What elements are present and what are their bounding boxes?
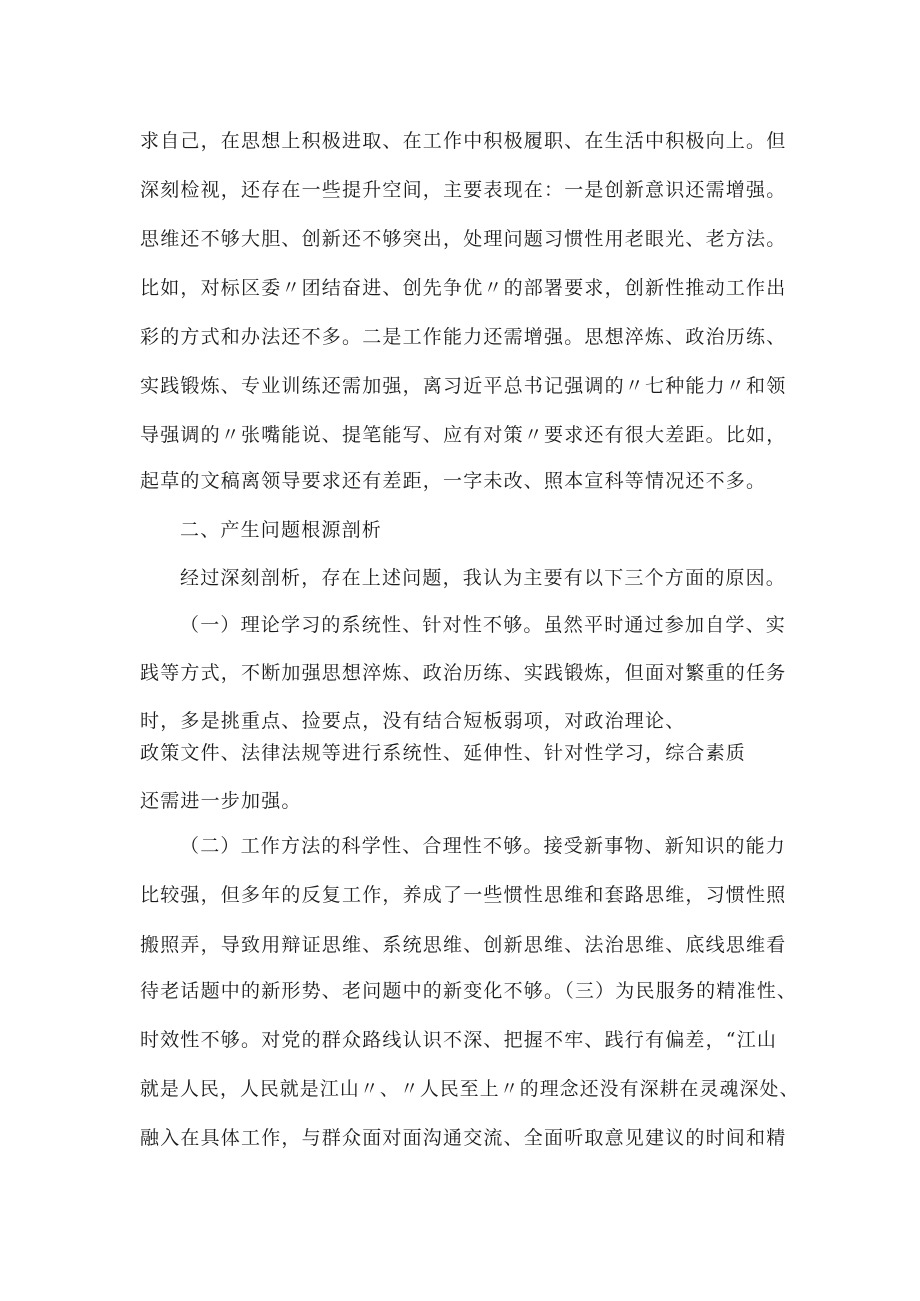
body-text-line: 彩的方式和办法还不多。二是工作能力还需增强。思想淬炼、政治历练、 — [140, 326, 787, 348]
section-heading: 二、产生问题根源剖析 — [180, 519, 383, 541]
body-text-line: 待老话题中的新形势、老问题中的新变化不够。（三）为民服务的精准性、 — [140, 980, 798, 1002]
body-text-line: 经过深刻剖析，存在上述问题，我认为主要有以下三个方面的原因。 — [180, 567, 787, 589]
body-text-line: 政策文件、法律法规等进行系统性、延伸性、针对性学习，综合素质 — [140, 742, 747, 764]
body-text-line: 还需进一步加强。 — [140, 790, 302, 812]
body-text-line: 导强调的〃张嘴能说、提笔能写、应有对策〃要求还有很大差距。比如， — [140, 424, 787, 446]
body-text-line: 思维还不够大胆、创新还不够突出，处理问题习惯性用老眼光、老方法。 — [140, 228, 787, 250]
body-text-line: 起草的文稿离领导要求还有差距，一字未改、照本宣科等情况还不多。 — [140, 470, 767, 492]
body-text-line: 比如，对标区委〃团结奋进、创先争优〃的部署要求，创新性推动工作出 — [140, 277, 787, 299]
body-text-line: （一）理论学习的系统性、针对性不够。虽然平时通过参加自学、实 — [180, 614, 787, 636]
body-text-line: 求自己，在思想上积极进取、在工作中积极履职、在生活中积极向上。但 — [140, 130, 787, 152]
body-text-line: 就是人民，人民就是江山〃、〃人民至上〃的理念还没有深耕在灵魂深处、 — [140, 1078, 800, 1100]
body-text-line: 深刻检视，还存在一些提升空间，主要表现在：一是创新意识还需增强。 — [140, 179, 787, 201]
body-text-line: 实践锻炼、专业训练还需加强，离习近平总书记强调的〃七种能力〃和领 — [140, 375, 787, 397]
body-text-line: （二）工作方法的科学性、合理性不够。接受新事物、新知识的能力 — [180, 835, 787, 857]
body-text-line: 搬照弄，导致用辩证思维、系统思维、创新思维、法治思维、底线思维看 — [140, 934, 787, 956]
body-text-line: 践等方式，不断加强思想淬炼、政治历练、实践锻炼，但面对繁重的任务 — [140, 662, 787, 684]
body-text-line: 时效性不够。对党的群众路线认识不深、把握不牢、践行有偏差，“江山 — [140, 1029, 778, 1051]
body-text-line: 比较强，但多年的反复工作，养成了一些惯性思维和套路思维，习惯性照 — [140, 884, 787, 906]
body-text-line: 融入在具体工作，与群众面对面沟通交流、全面听取意见建议的时间和精 — [140, 1127, 787, 1149]
body-text-line: 时，多是挑重点、捡要点，没有结合短板弱项，对政治理论、 — [140, 710, 686, 732]
